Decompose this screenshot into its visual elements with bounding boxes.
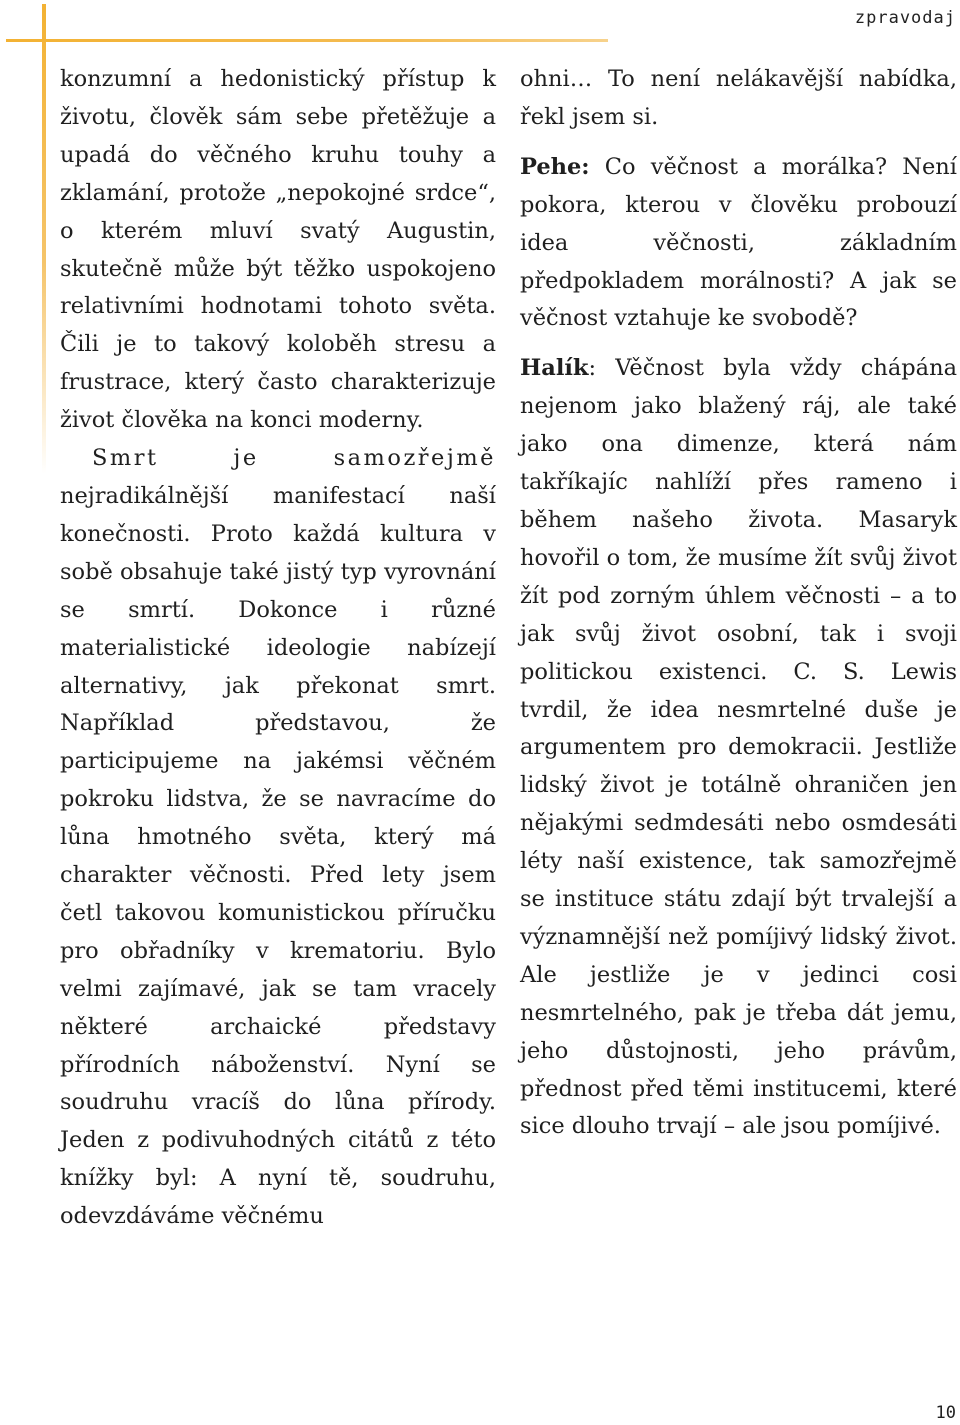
interview-question [520,149,957,339]
answer-speaker: Halík [520,355,589,382]
left-paragraph-2-text: nejradikálnější manifestací naší konečnosti. Proto každá kultura v sobě obsahuje také jistý typ vyrovnání se smrtí. Dokonce i různé materialistické ideologie nabízejí alternativy, jak překonat smrt. Například představou, že participujeme na jakémsi věčném pokroku lidstva, že se navracíme do lůna hmotného světa, který má charakter věčnosti. Před lety jsem četl takovou komunistickou příručku pro obřadníky v krematoriu. Bylo velmi zajímavé, jak se tam vracely některé archaické představy přírodních náboženství. Nyní se soudruhu vracíš do lůna přírody. Jeden z podivuhodných citátů z této knížky byl: A nyní tě, soudruhu, odevzdáváme věčnému [60,482,496,1230]
left-paragraph-2 [60,440,496,1236]
section-label: zpravodaj [854,8,956,28]
answer-text: : Věčnost byla vždy chápána nejenom jako blažený ráj, ale také jako ona dimenze, která nám takříkajíc nahlíží přes rameno i během našeho života. Masaryk hovořil o tom, že musíme žít svůj život žít pod zorným úhlem věčnosti – a to jak svůj život osobní, tak i svoji politickou existenci. C. S. Lewis tvrdil, že idea nesmrtelné duše je argumentem pro demokracii. Jestliže lidský život je totálně ohraničen jen nějakými sedmdesáti nebo osmdesáti léty naší existence, tak samozřejmě se instituce státu zdají být trvalejší a významnější než pomíjivý lidský život. Ale jestliže je v jedinci cosi nesmrtelného, pak je třeba dát jemu, jeho důstojnosti, jeho právům, přednost před těmi institucemi, které sice dlouho trvají – ale jsou pomíjivé. [520,355,957,1140]
page-number: 10 [935,1403,956,1423]
spaced-lead-words: Smrt je samozřejmě [92,445,496,472]
left-column [60,61,496,1236]
right-column [520,61,957,1146]
right-paragraph-1: ohni… To není nelákavější nabídka, řekl jsem si. [520,66,957,130]
decorative-vertical-rule [42,4,46,474]
decorative-horizontal-rule [6,39,608,42]
interview-answer [520,350,957,1146]
left-paragraph-1: konzumní a hedonistický přístup k životu, člověk sám sebe přetěžuje a upadá do věčného kruhu touhy a zklamání, protože „nepokojné srdce“, o kterém mluví svatý Augustin, skutečně může být těžko uspokojeno relativními hodnotami tohoto světa. Čili je to takový koloběh stresu a frustrace, který často charakterizuje život člověka na konci moderny. [60,66,496,434]
question-text: Co věčnost a morálka? Není pokora, kterou v člověku probouzí idea věčnosti, základním předpokladem morálnosti? A jak se věčnost vztahuje ke svobodě? [520,153,957,332]
question-speaker: Pehe: [520,153,590,180]
